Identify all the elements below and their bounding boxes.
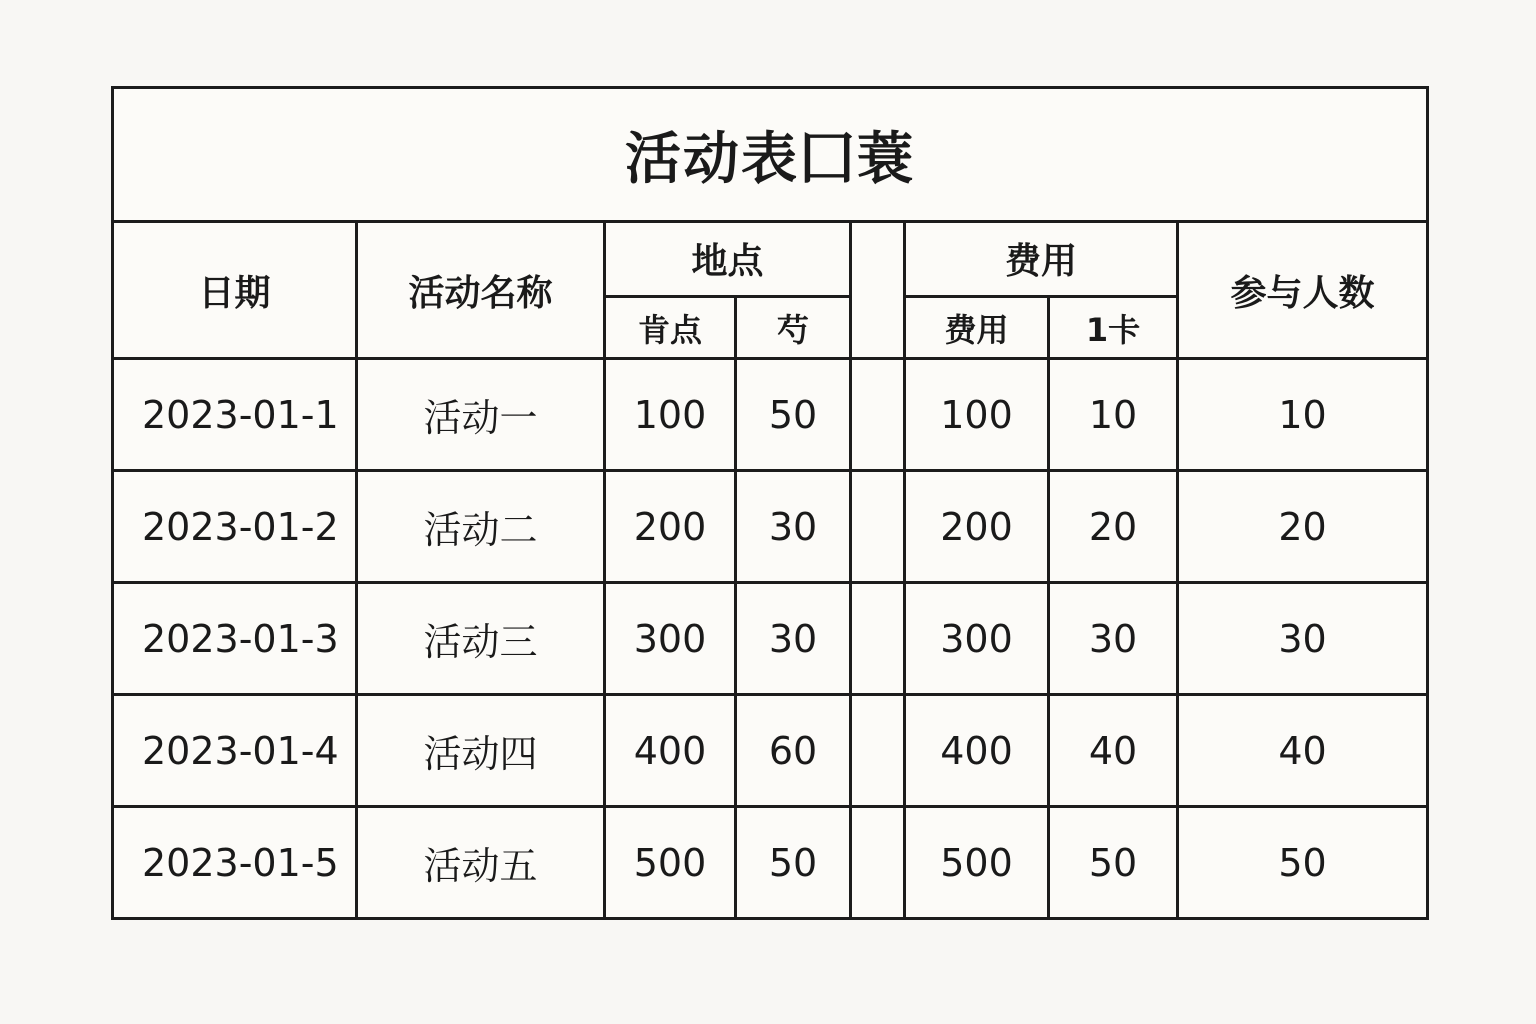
cell-location-a: 300 bbox=[605, 583, 736, 695]
header-participants: 参与人数 bbox=[1178, 222, 1428, 359]
cell-participants: 20 bbox=[1178, 471, 1428, 583]
subheader-location-b: 芍 bbox=[736, 296, 851, 359]
cell-cost-a: 500 bbox=[905, 807, 1049, 919]
activity-table-container bbox=[111, 86, 1426, 920]
cell-empty bbox=[851, 471, 905, 583]
cell-cost-a: 400 bbox=[905, 695, 1049, 807]
cell-date: 2023-01-1 bbox=[113, 359, 357, 471]
cell-location-b: 30 bbox=[736, 583, 851, 695]
table-row bbox=[113, 471, 1428, 583]
cell-location-b: 50 bbox=[736, 359, 851, 471]
cell-cost-b: 40 bbox=[1049, 695, 1178, 807]
cell-location-a: 400 bbox=[605, 695, 736, 807]
header-empty-column bbox=[851, 222, 905, 359]
table-title: 活动表囗蓑 bbox=[113, 88, 1428, 222]
cell-participants: 50 bbox=[1178, 807, 1428, 919]
subheader-location-a: 肯点 bbox=[605, 296, 736, 359]
cell-date: 2023-01-2 bbox=[113, 471, 357, 583]
cell-cost-a: 300 bbox=[905, 583, 1049, 695]
header-date: 日期 bbox=[113, 222, 357, 359]
cell-empty bbox=[851, 807, 905, 919]
cell-location-b: 50 bbox=[736, 807, 851, 919]
cell-cost-b: 10 bbox=[1049, 359, 1178, 471]
subheader-cost-b: 1卡 bbox=[1049, 296, 1178, 359]
cell-empty bbox=[851, 359, 905, 471]
cell-participants: 40 bbox=[1178, 695, 1428, 807]
subheader-cost-a: 费用 bbox=[905, 296, 1049, 359]
table-row bbox=[113, 583, 1428, 695]
cell-date: 2023-01-4 bbox=[113, 695, 357, 807]
cell-date: 2023-01-3 bbox=[113, 583, 357, 695]
cell-activity-name: 活动四 bbox=[357, 695, 605, 807]
table-row bbox=[113, 807, 1428, 919]
cell-activity-name: 活动一 bbox=[357, 359, 605, 471]
cell-location-b: 60 bbox=[736, 695, 851, 807]
cell-participants: 30 bbox=[1178, 583, 1428, 695]
cell-cost-b: 50 bbox=[1049, 807, 1178, 919]
table-row bbox=[113, 695, 1428, 807]
activity-table bbox=[111, 86, 1429, 920]
cell-cost-b: 20 bbox=[1049, 471, 1178, 583]
header-cost: 费用 bbox=[905, 222, 1178, 297]
header-location: 地点 bbox=[605, 222, 851, 297]
cell-activity-name: 活动五 bbox=[357, 807, 605, 919]
cell-empty bbox=[851, 583, 905, 695]
cell-cost-b: 30 bbox=[1049, 583, 1178, 695]
cell-participants: 10 bbox=[1178, 359, 1428, 471]
cell-location-a: 200 bbox=[605, 471, 736, 583]
cell-activity-name: 活动三 bbox=[357, 583, 605, 695]
table-row bbox=[113, 359, 1428, 471]
cell-activity-name: 活动二 bbox=[357, 471, 605, 583]
cell-location-a: 500 bbox=[605, 807, 736, 919]
cell-cost-a: 100 bbox=[905, 359, 1049, 471]
cell-empty bbox=[851, 695, 905, 807]
cell-location-a: 100 bbox=[605, 359, 736, 471]
cell-date: 2023-01-5 bbox=[113, 807, 357, 919]
cell-location-b: 30 bbox=[736, 471, 851, 583]
header-activity-name: 活动名称 bbox=[357, 222, 605, 359]
cell-cost-a: 200 bbox=[905, 471, 1049, 583]
